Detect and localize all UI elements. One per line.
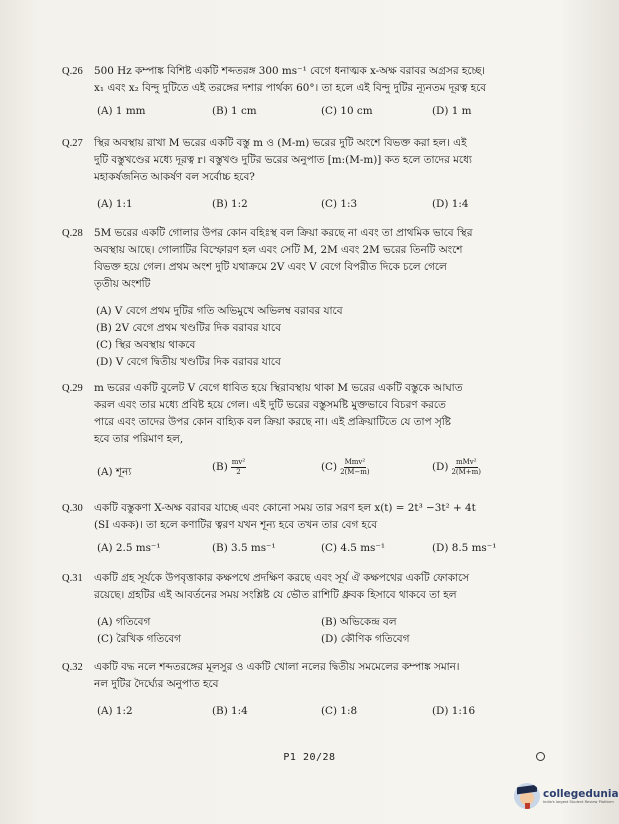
- question-30: [62, 500, 572, 558]
- options-row: [94, 614, 572, 631]
- option-b[interactable]: (B) 3.5 ms⁻¹: [212, 542, 276, 554]
- numerator: Mmv²: [344, 458, 366, 466]
- question-line: রয়েছে। গ্রহটির এই আবর্তনের সময় সংশ্লিষ্ট যে ভৌত রাশিটি ধ্রুবক হিসাবে থাকবে তা হল: [94, 589, 457, 601]
- option-c[interactable]: (C) 10 cm: [321, 105, 373, 117]
- question-line: x₁ এবং x₂ বিন্দু দুটিতে এই তরঙ্গের দশার পার্থক্য 60°। তা হলে এই বিন্দু দুটির ন্যূনতম দূরত্ব হবে: [94, 82, 487, 94]
- options-row: [94, 103, 572, 121]
- denominator: 2(M−m): [340, 468, 370, 476]
- question-line: পারে এবং তাদের উপর কোন বাহ্যিক বল ক্রিয়া করছে না। এই প্রক্রিয়াটিতে যে তাপ সৃষ্টি: [94, 416, 451, 428]
- question-28: [62, 225, 572, 371]
- question-text: [94, 135, 572, 186]
- option-a[interactable]: (A) 1:2: [97, 705, 133, 717]
- option-d[interactable]: [432, 458, 481, 477]
- options-row: [94, 196, 572, 214]
- question-number: Q.30: [62, 503, 83, 514]
- option-d[interactable]: (D) কৌণিক গতিবেগ: [321, 633, 410, 645]
- fraction: [451, 458, 481, 477]
- question-number: Q.32: [62, 662, 83, 673]
- option-b[interactable]: (B) অভিকেন্দ্র বল: [321, 616, 397, 628]
- page-footer: P1 20/28: [283, 752, 336, 763]
- option-label: (D): [432, 461, 449, 473]
- options-row: [94, 631, 572, 648]
- logo-text: [543, 788, 619, 805]
- option-c[interactable]: (C) 1:3: [321, 198, 358, 210]
- fraction: [231, 458, 246, 477]
- question-text: [94, 500, 572, 534]
- question-26: [62, 63, 572, 121]
- question-line: বিভক্ত হয়ে গেল। প্রথম অংশ দুটি যথাক্রমে 2V এবং V বেগে বিপরীত দিকে চলে গেলে: [94, 261, 447, 273]
- question-line: 5M ভরের একটি গোলার উপর কোন বহিঃস্থ বল ক্রিয়া করছে না এবং তা প্রাথমিক ভাবে স্থির: [94, 227, 473, 239]
- logo-name: collegedunia: [543, 787, 619, 800]
- question-27: [62, 135, 572, 214]
- question-number: Q.27: [62, 138, 83, 149]
- option-label: (C): [321, 461, 338, 473]
- question-number: Q.31: [62, 573, 83, 584]
- denominator: 2: [236, 468, 241, 476]
- option-c[interactable]: (C) স্থির অবস্থায় থাকবে: [96, 339, 196, 351]
- question-line: m ভরের একটি বুলেট V বেগে ধাবিত হয়ে স্থিরাবস্থায় থাকা M ভরের একটি বস্তুকে আঘাত: [94, 382, 463, 394]
- question-text: [94, 659, 572, 693]
- option-label: (B): [212, 461, 228, 473]
- student-avatar-icon: [514, 783, 540, 809]
- option-a[interactable]: (A) 1 mm: [97, 105, 146, 117]
- question-line: করল এবং তার মধ্যে প্রবিষ্ট হয়ে গেল। এই দুটি ভরের বস্তুসমষ্টি মুক্তভাবে বিচরণ করতে: [94, 399, 446, 411]
- option-c[interactable]: (C) রৈখিক গতিবেগ: [97, 633, 181, 645]
- option-c[interactable]: (C) 1:8: [321, 705, 358, 717]
- question-line: দুটি বস্তুখণ্ডের মধ্যে দূরত্ব r। বস্তুখণ্ড দুটির ভরের অনুপাত [m:(M-m)] কত হলে তাদের মধ্যে: [94, 154, 472, 166]
- numerator: mv²: [231, 458, 246, 466]
- option-label: (A) শূন্য: [97, 466, 132, 478]
- option-a[interactable]: (A) V বেগে প্রথম দুটির গতি অভিমুখে অভিলম্ব বরাবর যাবে: [96, 305, 343, 317]
- option-b[interactable]: (B) 1:4: [212, 705, 248, 717]
- question-line: নল দুটির দৈর্ঘ্যের অনুপাত হবে: [94, 678, 219, 690]
- option-b[interactable]: (B) 1:2: [212, 198, 248, 210]
- denominator: 2(M+m): [451, 468, 482, 476]
- question-number: Q.28: [62, 228, 83, 239]
- option-a[interactable]: (A) 2.5 ms⁻¹: [97, 542, 161, 554]
- option-a[interactable]: (A) গতিবেগ: [97, 616, 151, 628]
- option-d[interactable]: (D) 1:16: [432, 705, 476, 717]
- option-b[interactable]: (B) 2V বেগে প্রথম খণ্ডটির দিক বরাবর যাবে: [96, 322, 281, 334]
- question-line: অবস্থায় আছে। গোলাটির বিস্ফোরণ হল এবং সেটি M, 2M এবং 2M ভরের তিনটি অংশে: [94, 244, 463, 256]
- question-line: একটি বদ্ধ নলে শব্দতরঙ্গের মূলসুর ও একটি খোলা নলের দ্বিতীয় সমমেলের কম্পাঙ্ক সমান।: [94, 661, 460, 673]
- question-number: Q.29: [62, 383, 83, 394]
- question-text: [94, 225, 572, 293]
- question-line: হবে তার পরিমাণ হল,: [94, 433, 184, 445]
- option-d[interactable]: (D) 8.5 ms⁻¹: [432, 542, 497, 554]
- options-list: [96, 303, 572, 371]
- question-line: একটি বস্তুকণা X-অক্ষ বরাবর যাচ্ছে এবং কোনো সময় তার সরণ হল x(t) = 2t³ −3t² + 4t: [94, 502, 476, 514]
- option-d[interactable]: (D) 1:4: [432, 198, 469, 210]
- question-number: Q.26: [62, 66, 83, 77]
- option-c[interactable]: (C) 4.5 ms⁻¹: [321, 542, 386, 554]
- question-line: (SI একক)। তা হলে কণাটির ত্বরণ যখন শূন্য হবে তখন তার বেগ হবে: [94, 519, 377, 531]
- question-line: মহাকর্ষজনিত আকর্ষণ বল সর্বোচ্চ হবে?: [94, 171, 255, 183]
- options-row: [94, 454, 572, 488]
- logo-tagline: India's largest Student Review Platform: [543, 799, 614, 804]
- question-line: 500 Hz কম্পাঙ্ক বিশিষ্ট একটি শব্দতরঙ্গ 300 ms⁻¹ বেগে ধনাত্মক x-অক্ষ বরাবর অগ্রসর হচ্ছে।: [94, 65, 486, 77]
- question-line: স্থির অবস্থায় রাখা M ভরের একটি বস্তু m ও (M-m) ভরের দুটি অংশে বিভক্ত করা হল। এই: [94, 137, 467, 149]
- question-32: [62, 659, 572, 721]
- question-line: একটি গ্রহ সূর্যকে উপবৃত্তাকার কক্ষপথে প্রদক্ষিণ করছে এবং সূর্য ঐ কক্ষপথের একটি ফোকাসে: [94, 572, 470, 584]
- options-row: [94, 540, 572, 558]
- question-text: [94, 63, 572, 97]
- option-c[interactable]: [321, 458, 370, 477]
- option-a[interactable]: [97, 464, 131, 481]
- option-b[interactable]: (B) 1 cm: [212, 105, 257, 117]
- option-a[interactable]: (A) 1:1: [97, 198, 133, 210]
- option-d[interactable]: (D) V বেগে দ্বিতীয় খণ্ডটির দিক বরাবর যাবে: [96, 356, 281, 368]
- question-line: তৃতীয় অংশটি: [94, 278, 151, 290]
- options-row: [94, 703, 572, 721]
- circle-mark-icon: [536, 752, 545, 761]
- option-d[interactable]: (D) 1 m: [432, 105, 472, 117]
- fraction: [340, 458, 370, 477]
- question-29: [62, 380, 572, 488]
- collegedunia-logo: [514, 775, 619, 817]
- option-b[interactable]: [212, 458, 246, 477]
- question-31: [62, 570, 572, 648]
- question-text: [94, 570, 572, 604]
- numerator: mMv²: [455, 458, 477, 466]
- question-text: [94, 380, 572, 448]
